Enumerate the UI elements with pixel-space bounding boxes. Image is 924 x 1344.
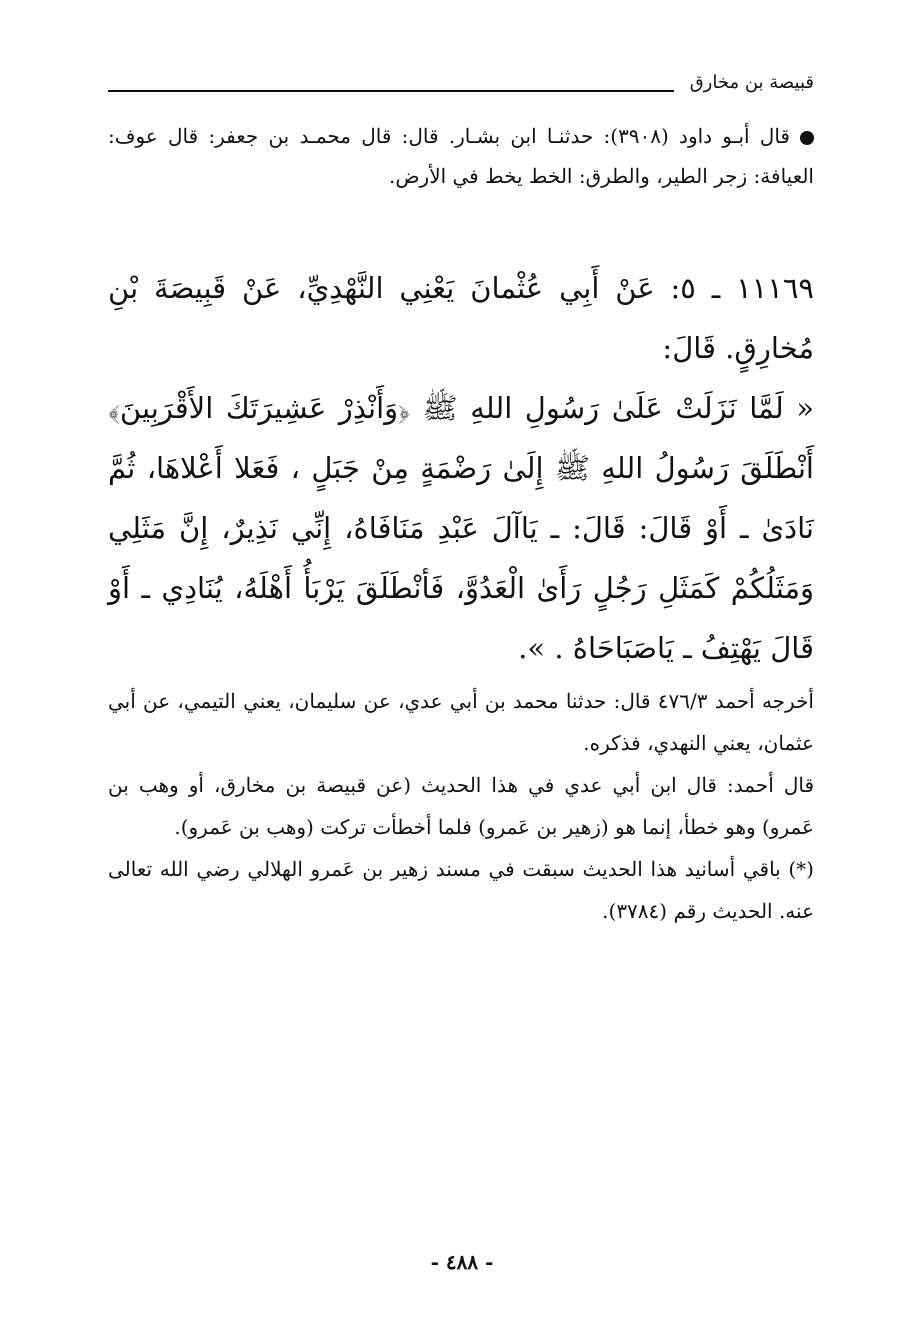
running-header [108, 66, 814, 102]
commentary-note [108, 116, 814, 196]
takhrij-paragraph-1: أخرجه أحمد ٤٧٦/٣ قال: حدثنا محمد بن أبي عدي، عن سليمان، يعني التيمي، عن أبي عثمان، يعني النهدي، فذكره. [108, 689, 814, 755]
commentary-text: قال أبـو داود (٣٩٠٨): حدثنـا ابن بشـار. قال: قال محمـد بن جعفر: قال عوف: العيافة: زجر الطير، والطرق: الخط يخط في الأرض. [108, 124, 814, 188]
header-rule [108, 90, 674, 92]
hadith-text: « لَمَّا نَزَلَتْ عَلَىٰ رَسُولِ اللهِ ﷺ ﴿وَأَنْذِرْ عَشِيرَتَكَ الأَقْرَبِينَ﴾ أَنْطَلَقَ رَسُولُ اللهِ ﷺ إِلَىٰ رَضْمَةٍ مِنْ جَبَلٍ ، فَعَلا أَعْلاهَا، ثُمَّ نَادَىٰ ـ أَوْ قَالَ: قَالَ: ـ يَاآلَ عَبْدِ مَنَافَاهُ، إِنِّي نَذِيرٌ، إِنَّ مَثَلِي وَمَثَلُكُمْ كَمَثَلِ رَجُلٍ رَأَىٰ الْعَدُوَّ، فَأنْطَلَقَ يَرْبَأُ أَهْلَهُ، يُنَادِي ـ أَوْ قَالَ يَهْتِفُ ـ يَاصَبَاحَاهُ . ». [108, 391, 814, 665]
takhrij-block [108, 680, 814, 932]
takhrij-paragraph-2: قال أحمد: قال ابن أبي عدي في هذا الحديث (عن قبيصة بن مخارق، أو وهب بن عَمرو) وهو خطأ، إنما هو (زهير بن عَمرو) فلما أخطأت تركت (وهب بن عَمرو). [108, 773, 814, 839]
takhrij-paragraph-3: (*) باقي أسانيد هذا الحديث سبقت في مسند زهير بن عَمرو الهلالي رضي الله تعالى عنه. الحديث رقم (٣٧٨٤). [108, 857, 814, 923]
header-title: قبيصة بن مخارق [689, 72, 814, 93]
hadith-heading: ١١١٦٩ ـ ٥: عَنْ أَبِي عُثْمانَ يَعْنِي النَّهْدِيِّ، عَنْ قَبِيصَةَ بْنِ مُخارِقٍ. قَالَ: [108, 271, 814, 365]
hadith-block [108, 258, 814, 678]
bullet-icon [800, 131, 814, 145]
page-number: - ٤٨٨ - [430, 1250, 494, 1274]
